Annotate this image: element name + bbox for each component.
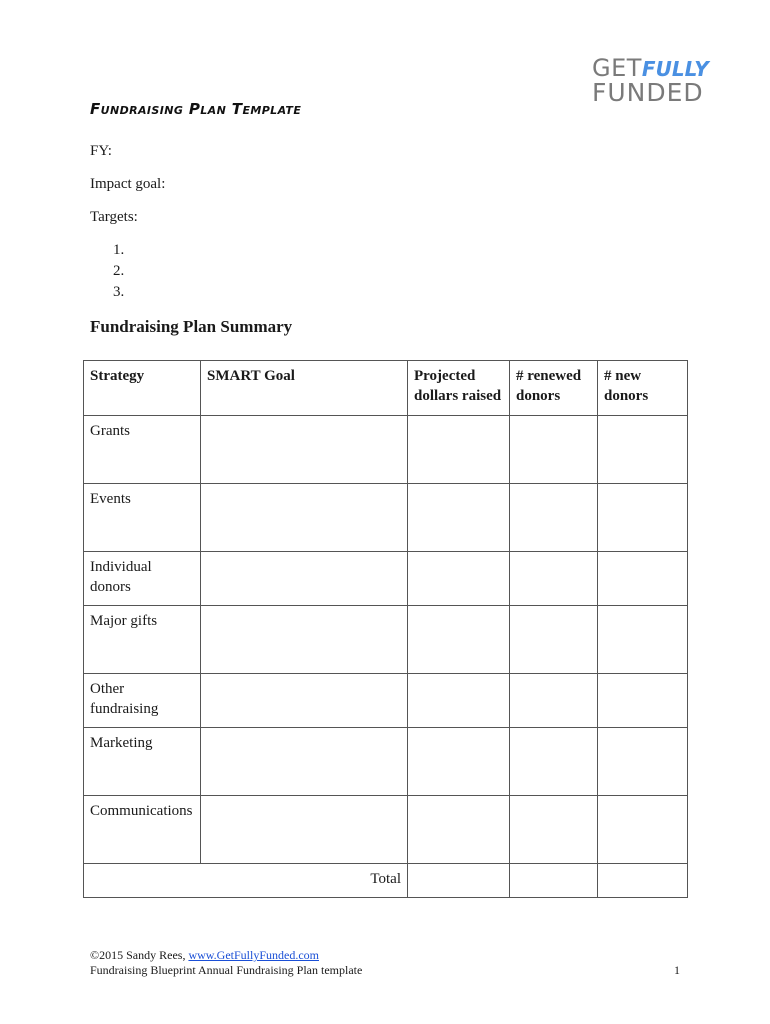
new-donors-cell[interactable] bbox=[598, 674, 688, 728]
logo-text-funded: FUNDED bbox=[592, 78, 704, 107]
logo-text-get: GET bbox=[592, 54, 642, 82]
target-item-2: 2. bbox=[113, 263, 125, 279]
table-header-row bbox=[84, 361, 688, 416]
projected-dollars-cell[interactable] bbox=[408, 674, 510, 728]
footer bbox=[90, 948, 362, 978]
new-donors-cell[interactable] bbox=[598, 796, 688, 864]
table-row bbox=[84, 796, 688, 864]
header-smart-goal: SMART Goal bbox=[201, 361, 408, 416]
total-label: Total bbox=[84, 864, 408, 898]
table-total-row bbox=[84, 864, 688, 898]
header-projected-dollars: Projected dollars raised bbox=[408, 361, 510, 416]
new-donors-cell[interactable] bbox=[598, 606, 688, 674]
total-new-donors-cell[interactable] bbox=[598, 864, 688, 898]
renewed-donors-cell[interactable] bbox=[510, 728, 598, 796]
strategy-cell-marketing: Marketing bbox=[84, 728, 201, 796]
table-row bbox=[84, 674, 688, 728]
document-title: Fundraising Plan Template bbox=[90, 100, 302, 118]
header-strategy: Strategy bbox=[84, 361, 201, 416]
strategy-cell-events: Events bbox=[84, 484, 201, 552]
projected-dollars-cell[interactable] bbox=[408, 606, 510, 674]
logo-row-1 bbox=[592, 56, 712, 80]
new-donors-cell[interactable] bbox=[598, 728, 688, 796]
footer-website-link[interactable]: www.GetFullyFunded.com bbox=[188, 948, 319, 962]
total-renewed-donors-cell[interactable] bbox=[510, 864, 598, 898]
renewed-donors-cell[interactable] bbox=[510, 552, 598, 606]
renewed-donors-cell[interactable] bbox=[510, 416, 598, 484]
smart-goal-cell[interactable] bbox=[201, 416, 408, 484]
smart-goal-cell[interactable] bbox=[201, 796, 408, 864]
projected-dollars-cell[interactable] bbox=[408, 484, 510, 552]
total-projected-dollars-cell[interactable] bbox=[408, 864, 510, 898]
table-row bbox=[84, 606, 688, 674]
smart-goal-cell[interactable] bbox=[201, 606, 408, 674]
projected-dollars-cell[interactable] bbox=[408, 796, 510, 864]
strategy-cell-grants: Grants bbox=[84, 416, 201, 484]
renewed-donors-cell[interactable] bbox=[510, 606, 598, 674]
projected-dollars-cell[interactable] bbox=[408, 728, 510, 796]
smart-goal-cell[interactable] bbox=[201, 484, 408, 552]
targets-label: Targets: bbox=[90, 209, 138, 225]
table-row bbox=[84, 484, 688, 552]
getfullyfunded-logo bbox=[592, 56, 712, 105]
renewed-donors-cell[interactable] bbox=[510, 796, 598, 864]
fy-label: FY: bbox=[90, 143, 112, 159]
target-item-3: 3. bbox=[113, 284, 125, 300]
impact-goal-label: Impact goal: bbox=[90, 176, 166, 192]
page-number: 1 bbox=[674, 963, 680, 977]
projected-dollars-cell[interactable] bbox=[408, 416, 510, 484]
strategy-cell-communications: Communications bbox=[84, 796, 201, 864]
strategy-cell-individual-donors: Individual donors bbox=[84, 552, 201, 606]
header-new-donors: # new donors bbox=[598, 361, 688, 416]
footer-document-name: Fundraising Blueprint Annual Fundraising Plan template bbox=[90, 963, 363, 977]
summary-heading: Fundraising Plan Summary bbox=[90, 317, 293, 336]
new-donors-cell[interactable] bbox=[598, 416, 688, 484]
header-renewed-donors: # renewed donors bbox=[510, 361, 598, 416]
footer-copyright-line bbox=[90, 948, 362, 963]
logo-text-fully: FULLY bbox=[641, 57, 709, 81]
renewed-donors-cell[interactable] bbox=[510, 674, 598, 728]
strategy-cell-major-gifts: Major gifts bbox=[84, 606, 201, 674]
renewed-donors-cell[interactable] bbox=[510, 484, 598, 552]
new-donors-cell[interactable] bbox=[598, 552, 688, 606]
target-item-1: 1. bbox=[113, 242, 125, 258]
projected-dollars-cell[interactable] bbox=[408, 552, 510, 606]
smart-goal-cell[interactable] bbox=[201, 674, 408, 728]
fundraising-plan-table bbox=[83, 360, 688, 898]
table-row bbox=[84, 416, 688, 484]
footer-copyright: ©2015 Sandy Rees, bbox=[90, 948, 186, 962]
strategy-cell-other-fundraising: Other fundraising bbox=[84, 674, 201, 728]
smart-goal-cell[interactable] bbox=[201, 728, 408, 796]
table-row bbox=[84, 728, 688, 796]
smart-goal-cell[interactable] bbox=[201, 552, 408, 606]
new-donors-cell[interactable] bbox=[598, 484, 688, 552]
table-row bbox=[84, 552, 688, 606]
